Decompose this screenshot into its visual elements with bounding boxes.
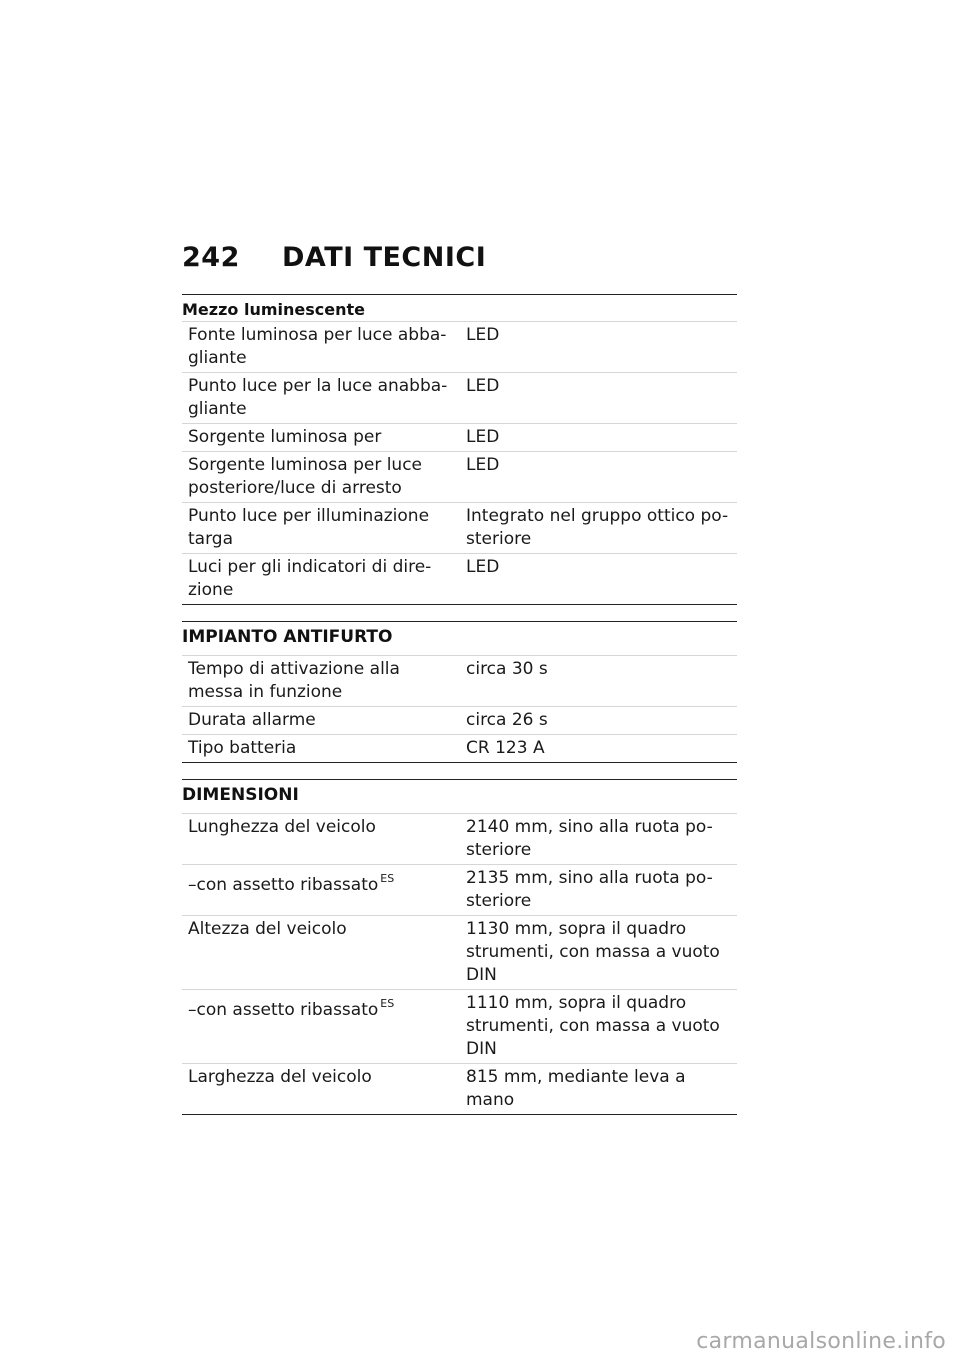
row-label: Punto luce per la luce anabba-gliante xyxy=(188,376,448,419)
row-value: CR 123 A xyxy=(466,738,545,758)
row-value: circa 26 s xyxy=(466,710,548,730)
row-label: Tempo di attivazione alla messa in funzione xyxy=(188,659,400,702)
row-label-cell xyxy=(182,990,460,1063)
row-label-cell xyxy=(182,865,460,915)
section-lighting xyxy=(182,294,737,605)
spec-content xyxy=(182,294,737,1131)
section-title: Mezzo luminescente xyxy=(182,300,365,319)
row-label: Punto luce per illuminazione targa xyxy=(188,506,430,549)
table-row xyxy=(182,372,737,423)
page-number: 242 xyxy=(182,242,240,273)
table-row xyxy=(182,655,737,706)
table-row xyxy=(182,864,737,915)
section-antitheft xyxy=(182,621,737,763)
table-row xyxy=(182,423,737,451)
row-value: LED xyxy=(466,376,500,396)
row-label: Luci per gli indicatori di dire-zione xyxy=(188,557,432,600)
table-row xyxy=(182,734,737,762)
table-row xyxy=(182,321,737,372)
row-label: Tipo batteria xyxy=(188,738,297,758)
table-row xyxy=(182,915,737,989)
row-label: Durata allarme xyxy=(188,710,316,730)
row-value: LED xyxy=(466,427,500,447)
table-row xyxy=(182,451,737,502)
table-row xyxy=(182,553,737,604)
spec-table-antitheft xyxy=(182,655,737,763)
row-label: Lunghezza del veicolo xyxy=(188,817,376,837)
section-title: IMPIANTO ANTIFURTO xyxy=(182,627,393,647)
row-label: Sorgente luminosa per xyxy=(188,427,382,447)
page-title: DATI TECNICI xyxy=(282,242,487,273)
row-label: Larghezza del veicolo xyxy=(188,1067,372,1087)
watermark: carmanualsonline.info xyxy=(696,1329,946,1354)
table-row xyxy=(182,502,737,553)
table-end-rule xyxy=(182,762,737,763)
row-value: LED xyxy=(466,557,500,577)
row-value: LED xyxy=(466,325,500,345)
table-row xyxy=(182,813,737,864)
row-label: Fonte luminosa per luce abba-gliante xyxy=(188,325,447,368)
page-header xyxy=(182,242,486,273)
row-value: 2135 mm, sino alla ruota po-steriore xyxy=(466,868,713,911)
table-row xyxy=(182,1063,737,1114)
option-mark: ES xyxy=(380,997,395,1010)
row-value: 2140 mm, sino alla ruota po-steriore xyxy=(466,817,713,860)
row-label: –con assetto ribassato xyxy=(188,875,379,895)
table-row xyxy=(182,989,737,1063)
table-end-rule xyxy=(182,1114,737,1115)
option-mark: ES xyxy=(380,872,395,885)
spec-table-lighting xyxy=(182,321,737,605)
section-dimensions xyxy=(182,779,737,1115)
row-value: LED xyxy=(466,455,500,475)
row-value: 1130 mm, sopra il quadro strumenti, con massa a vuoto DIN xyxy=(466,919,720,985)
row-value: Integrato nel gruppo ottico po-steriore xyxy=(466,506,729,549)
row-value: 1110 mm, sopra il quadro strumenti, con massa a vuoto DIN xyxy=(466,993,720,1059)
row-label: Sorgente luminosa per luce posteriore/luce di arresto xyxy=(188,455,423,498)
row-label: –con assetto ribassato xyxy=(188,1000,379,1020)
section-title: DIMENSIONI xyxy=(182,785,299,805)
spec-table-dimensions xyxy=(182,813,737,1115)
table-row xyxy=(182,706,737,734)
row-label: Altezza del veicolo xyxy=(188,919,347,939)
table-end-rule xyxy=(182,604,737,605)
row-value: 815 mm, mediante leva a mano xyxy=(466,1067,686,1110)
row-value: circa 30 s xyxy=(466,659,548,679)
